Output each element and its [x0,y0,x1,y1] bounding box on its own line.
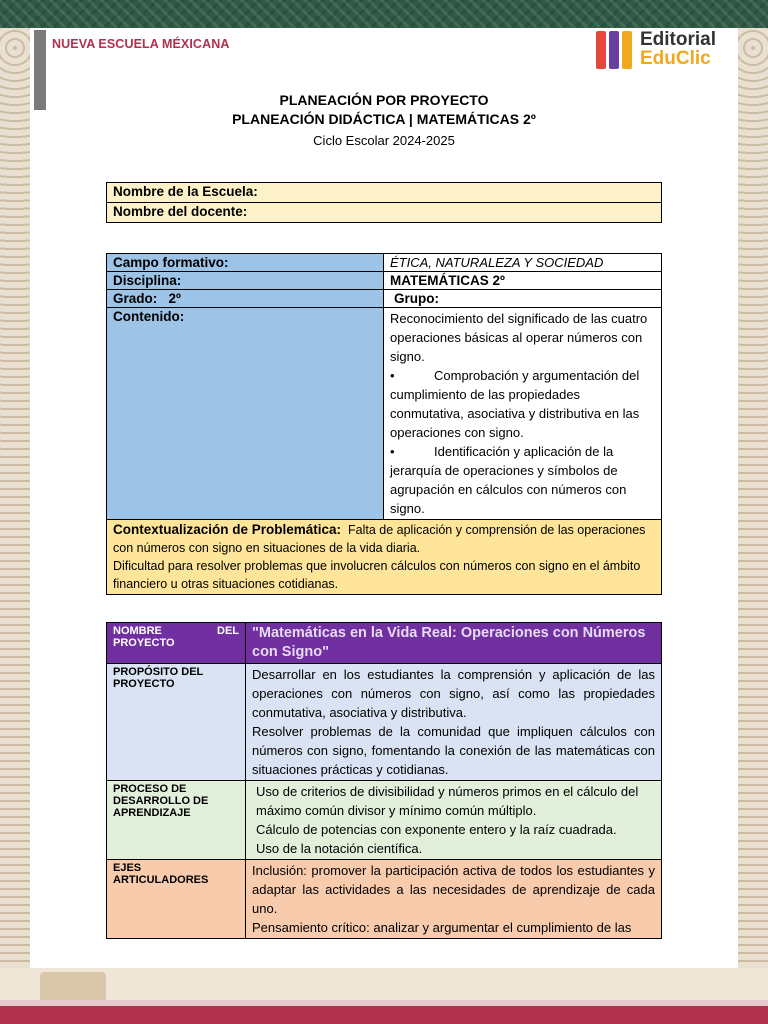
ejes-label: EJES ARTICULADORES [107,860,246,939]
logo-line2: EduClic [640,48,711,69]
decorative-left-border [0,28,30,968]
decorative-top-band [0,0,768,28]
decorative-bottom-band [0,968,768,1024]
ejes-p2: Pensamiento crítico: analizar y argumentar el cumplimiento de las [252,920,632,935]
proceso-p1: Uso de criterios de divisibilidad y números primos en el cálculo del máximo común divisor y mínimo común múltiplo. [256,784,639,818]
project-name-label-a: NOMBRE [113,625,162,637]
ejes-value [246,860,662,939]
grupo-label: Grupo: [384,290,662,308]
teacher-name-label: Nombre del docente: [107,203,662,223]
proposito-p1: Desarrollar en los estudiantes la comprensión y aplicación de las operaciones con números con signo, así como las propiedades conmutativa, asociativa y distributiva. [252,667,655,720]
logo-line1: Editorial [640,29,717,50]
editorial-logo [596,29,736,71]
contexto-cell [107,520,662,595]
contenido-item-2 [390,366,655,442]
org-name: NUEVA ESCUELA MÉXICANA [52,37,230,51]
info-table [106,253,662,595]
logo-bar-red [596,31,606,69]
project-name-label [107,623,246,664]
contenido-p3: Identificación y aplicación de la jerarquía de operaciones y símbolos de agrupación en cálculos con números con signo. [390,444,627,516]
contenido-item-3 [390,442,655,518]
project-name-label-row [113,625,239,637]
school-name-label: Nombre de la Escuela: [107,183,662,203]
school-table [106,182,662,223]
project-name-label-c: PROYECTO [113,637,175,649]
doc-title: PLANEACIÓN POR PROYECTO [279,92,489,108]
bullet: • [390,444,395,459]
proceso-value [246,781,662,860]
project-name-label-b: DEL [217,625,239,637]
proceso-p3: Uso de la notación científica. [256,841,423,856]
logo-bar-purple [609,31,619,69]
logo-bar-yellow [622,31,632,69]
contenido-p2: Comprobación y argumentación del cumplimiento de las propiedades conmutativa, asociativa y distributiva en las operaciones con signo. [390,368,640,440]
campo-label: Campo formativo: [107,254,384,272]
contexto-text1: Falta de aplicación y comprensión de las operaciones con números con signo en situaciones de la vida diaria. [113,523,646,555]
project-table [106,622,662,939]
bullet: • [390,368,395,383]
school-year: Ciclo Escolar 2024-2025 [313,133,455,148]
proposito-value [246,664,662,781]
disciplina-value: MATEMÁTICAS 2º [384,272,662,290]
decorative-right-border [738,28,768,968]
doc-subtitle: PLANEACIÓN DIDÁCTICA | MATEMÁTICAS 2º [232,111,536,127]
project-name-value: "Matemáticas en la Vida Real: Operaciones con Números con Signo" [246,623,662,664]
proceso-label: PROCESO DE DESARROLLO DE APRENDIZAJE [107,781,246,860]
contenido-p1: Reconocimiento del significado de las cuatro operaciones básicas al operar números con signo. [390,311,648,364]
campo-value: ÉTICA, NATURALEZA Y SOCIEDAD [384,254,662,272]
ejes-p1: Inclusión: promover la participación activa de todos los estudiantes y adaptar las actividades a las necesidades de aprendizaje de cada uno. [252,863,655,916]
proposito-label: PROPÓSITO DEL PROYECTO [107,664,246,781]
contenido-value [384,308,662,520]
proceso-p2: Cálculo de potencias con exponente entero y la raíz cuadrada. [256,822,617,837]
disciplina-label: Disciplina: [107,272,384,290]
proposito-p2: Resolver problemas de la comunidad que impliquen cálculos con números con signo, fomentando la conexión de las matemáticas con situaciones prácticas y cotidianas. [252,724,655,777]
logo-bars-icon [596,31,634,69]
contexto-text2: Dificultad para resolver problemas que involucren cálculos con números con signo en el ámbito financiero u otras situaciones cotidianas. [113,559,641,591]
bottom-stripe [0,1006,768,1024]
grado-label: Grado: 2º [107,290,384,308]
contexto-label: Contextualización de Problemática: [113,522,342,537]
contenido-label: Contenido: [107,308,384,520]
